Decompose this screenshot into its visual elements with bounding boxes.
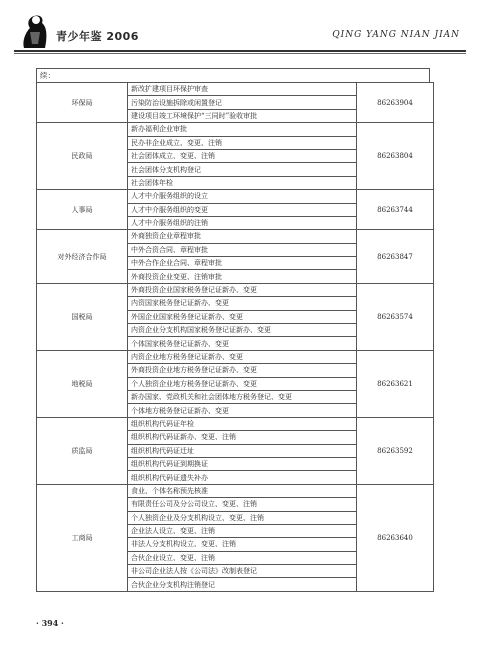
service-item: 内资企业地方税务登记证新办、变更 bbox=[128, 350, 357, 363]
header-rule-thin bbox=[14, 53, 466, 54]
table-row bbox=[37, 123, 434, 136]
service-item: 外国企业国家税务登记证新办、变更 bbox=[128, 310, 357, 323]
service-item: 组织机构代码证遗失补办 bbox=[128, 471, 357, 484]
table-row bbox=[37, 283, 434, 296]
table-row bbox=[37, 190, 434, 203]
service-item: 中外合资合同、章程审批 bbox=[128, 243, 357, 256]
service-item: 人才中介服务组织的变更 bbox=[128, 203, 357, 216]
department-phone: 86263804 bbox=[357, 123, 434, 190]
service-item: 新办国家、党政机关和社会团体地方税务登记、变更 bbox=[128, 390, 357, 403]
table-row bbox=[37, 350, 434, 363]
table-row bbox=[37, 230, 434, 243]
service-item: 非法人分支机构设立、变更、注销 bbox=[128, 538, 357, 551]
department-name: 环保局 bbox=[37, 83, 128, 123]
department-name: 国税局 bbox=[37, 283, 128, 350]
service-item: 外商独资企业章程审批 bbox=[128, 230, 357, 243]
service-item: 内资企业分支机构国家税务登记证新办、变更 bbox=[128, 324, 357, 337]
service-item: 个人独资企业及分支机构设立、变更、注销 bbox=[128, 511, 357, 524]
service-item: 内资国家税务登记证新办、变更 bbox=[128, 297, 357, 310]
department-phone: 86263904 bbox=[357, 83, 434, 123]
service-item: 组织机构代码证到期换证 bbox=[128, 457, 357, 470]
service-item: 外商投资企业地方税务登记证新办、变更 bbox=[128, 364, 357, 377]
department-name: 地税局 bbox=[37, 350, 128, 417]
service-item: 建设项目竣工环境保护“三同时”验收审批 bbox=[128, 109, 357, 122]
service-item: 组织机构代码证迁址 bbox=[128, 444, 357, 457]
department-name: 对外经济合作局 bbox=[37, 230, 128, 284]
service-item: 新改扩建项目环保护审查 bbox=[128, 83, 357, 96]
service-item: 企业法人设立、变更、注销 bbox=[128, 524, 357, 537]
page-header bbox=[14, 8, 466, 52]
service-item: 个体国家税务登记证新办、变更 bbox=[128, 337, 357, 350]
service-item: 组织机构代码证年检 bbox=[128, 417, 357, 430]
service-item: 社会团体分支机构登记 bbox=[128, 163, 357, 176]
service-item: 中外合作企业合同、章程审批 bbox=[128, 257, 357, 270]
service-item: 个体地方税务登记证新办、变更 bbox=[128, 404, 357, 417]
header-rule bbox=[14, 50, 466, 52]
table-row bbox=[37, 83, 434, 96]
department-phone: 86263640 bbox=[357, 484, 434, 591]
service-item: 民办非企业成立、变更、注销 bbox=[128, 136, 357, 149]
yearbook-title: 青少年鉴 2006 bbox=[56, 30, 139, 43]
service-item: 人才中介服务组织的设立 bbox=[128, 190, 357, 203]
service-item: 非公司企业法人按《公司法》改制表登记 bbox=[128, 565, 357, 578]
service-item: 食业、个体名称预先核准 bbox=[128, 484, 357, 497]
department-phone: 86263744 bbox=[357, 190, 434, 230]
department-name: 民政局 bbox=[37, 123, 128, 190]
service-item: 有限责任公司及分公司设立、变更、注销 bbox=[128, 498, 357, 511]
service-item: 外商投资企业国家税务登记证新办、变更 bbox=[128, 283, 357, 296]
department-table bbox=[36, 68, 430, 592]
table-row bbox=[37, 417, 434, 430]
department-name: 质监局 bbox=[37, 417, 128, 484]
service-item: 人才中介服务组织的注销 bbox=[128, 216, 357, 229]
department-name: 工商局 bbox=[37, 484, 128, 591]
department-name: 人事局 bbox=[37, 190, 128, 230]
continued-label: 续： bbox=[36, 68, 430, 82]
service-item: 社会团体成立、变更、注销 bbox=[128, 149, 357, 162]
department-phone: 86263847 bbox=[357, 230, 434, 284]
service-item: 合伙企业设立、变更、注销 bbox=[128, 551, 357, 564]
yearbook-logo-icon bbox=[18, 10, 52, 50]
service-item: 污染防治设施拆除或闲置登记 bbox=[128, 96, 357, 109]
header-pinyin: QING YANG NIAN JIAN bbox=[332, 30, 460, 40]
department-phone: 86263574 bbox=[357, 283, 434, 350]
service-item: 组织机构代码证新办、变更、注销 bbox=[128, 431, 357, 444]
page-number: · 394 · bbox=[36, 618, 64, 628]
service-item: 新办福利企业审批 bbox=[128, 123, 357, 136]
service-item: 合伙企业分支机构注销登记 bbox=[128, 578, 357, 591]
department-table-grid bbox=[36, 82, 434, 592]
department-phone: 86263592 bbox=[357, 417, 434, 484]
table-row bbox=[37, 484, 434, 497]
service-item: 社会团体年检 bbox=[128, 176, 357, 189]
service-item: 外商投资企业变更、注销审批 bbox=[128, 270, 357, 283]
service-item: 个人独资企业地方税务登记证新办、变更 bbox=[128, 377, 357, 390]
department-phone: 86263621 bbox=[357, 350, 434, 417]
